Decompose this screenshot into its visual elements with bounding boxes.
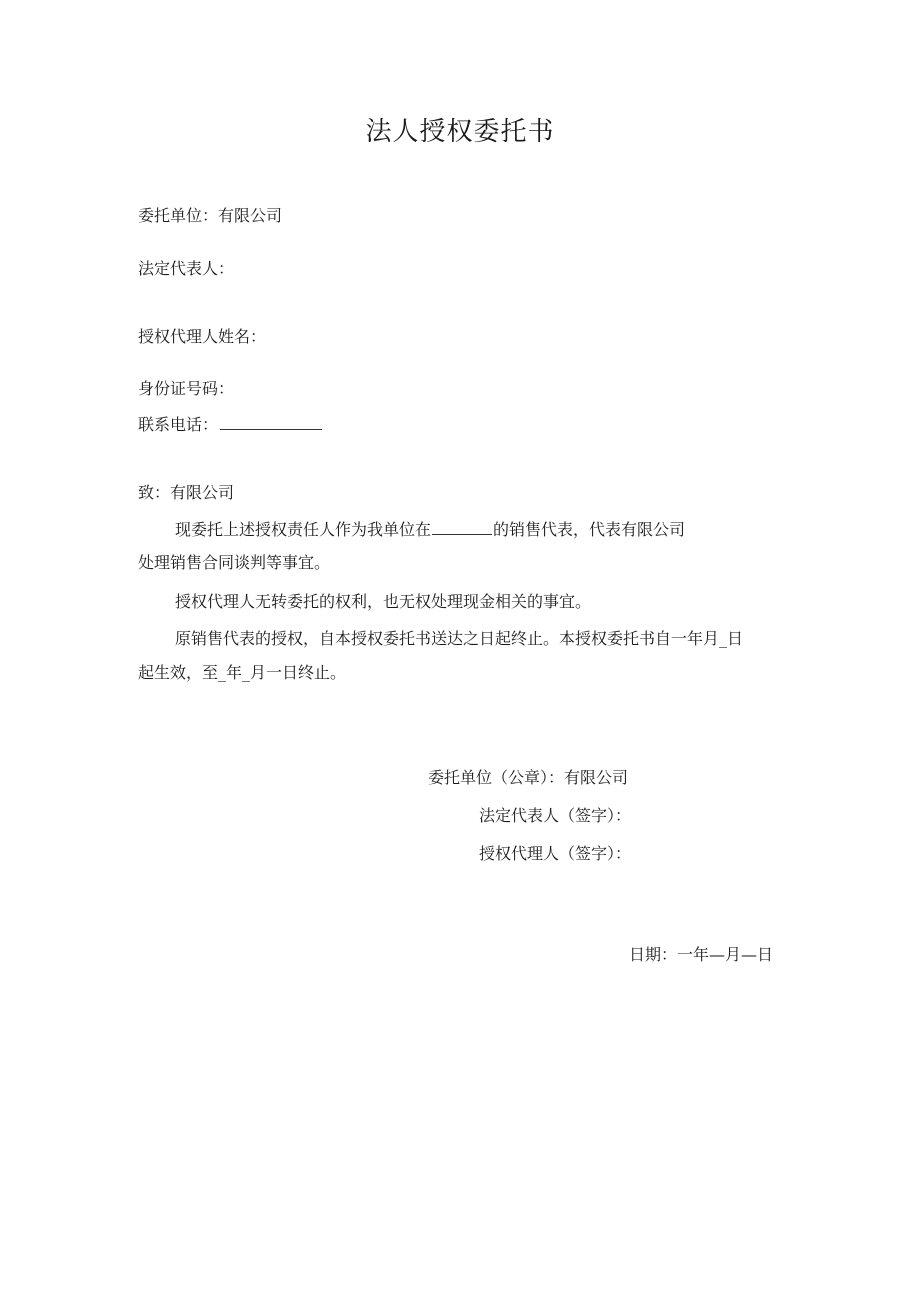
unit-seal-line: 委托单位（公章）：有限公司 [428, 768, 629, 787]
agent-signature-line: 授权代理人（签字）： [479, 844, 632, 863]
legal-representative-field: 法定代表人： [138, 259, 235, 278]
client-unit-field: 委托单位：有限公司 [138, 206, 283, 225]
document-title: 法人授权委托书 [365, 117, 555, 147]
phone-blank-line [220, 415, 322, 430]
paragraph-1-line-2: 处理销售合同谈判等事宜。 [138, 553, 331, 572]
id-number-field: 身份证号码： [138, 379, 235, 398]
paragraph-1-line-1 [175, 519, 685, 541]
paragraph-3-line-1: 原销售代表的授权，自本授权委托书送达之日起终止。本授权委托书自一年月_日 [175, 629, 744, 648]
paragraph-1-text-b: 的销售代表，代表有限公司 [493, 520, 686, 539]
date-line: 日期：一年—月—日 [629, 945, 774, 964]
paragraph-2: 授权代理人无转委托的权利，也无权处理现金相关的事宜。 [175, 592, 592, 611]
paragraph-3-line-2: 起生效，至_年_月一日终止。 [138, 663, 347, 682]
legal-rep-signature-line: 法定代表人（签字）： [479, 806, 632, 825]
recipient-line: 致：有限公司 [138, 483, 235, 502]
paragraph-1-text-a: 现委托上述授权责任人作为我单位在 [175, 520, 432, 539]
phone-field [138, 414, 322, 436]
product-blank-line [432, 520, 492, 535]
agent-name-field: 授权代理人姓名： [138, 327, 267, 346]
phone-label: 联系电话： [138, 415, 219, 434]
